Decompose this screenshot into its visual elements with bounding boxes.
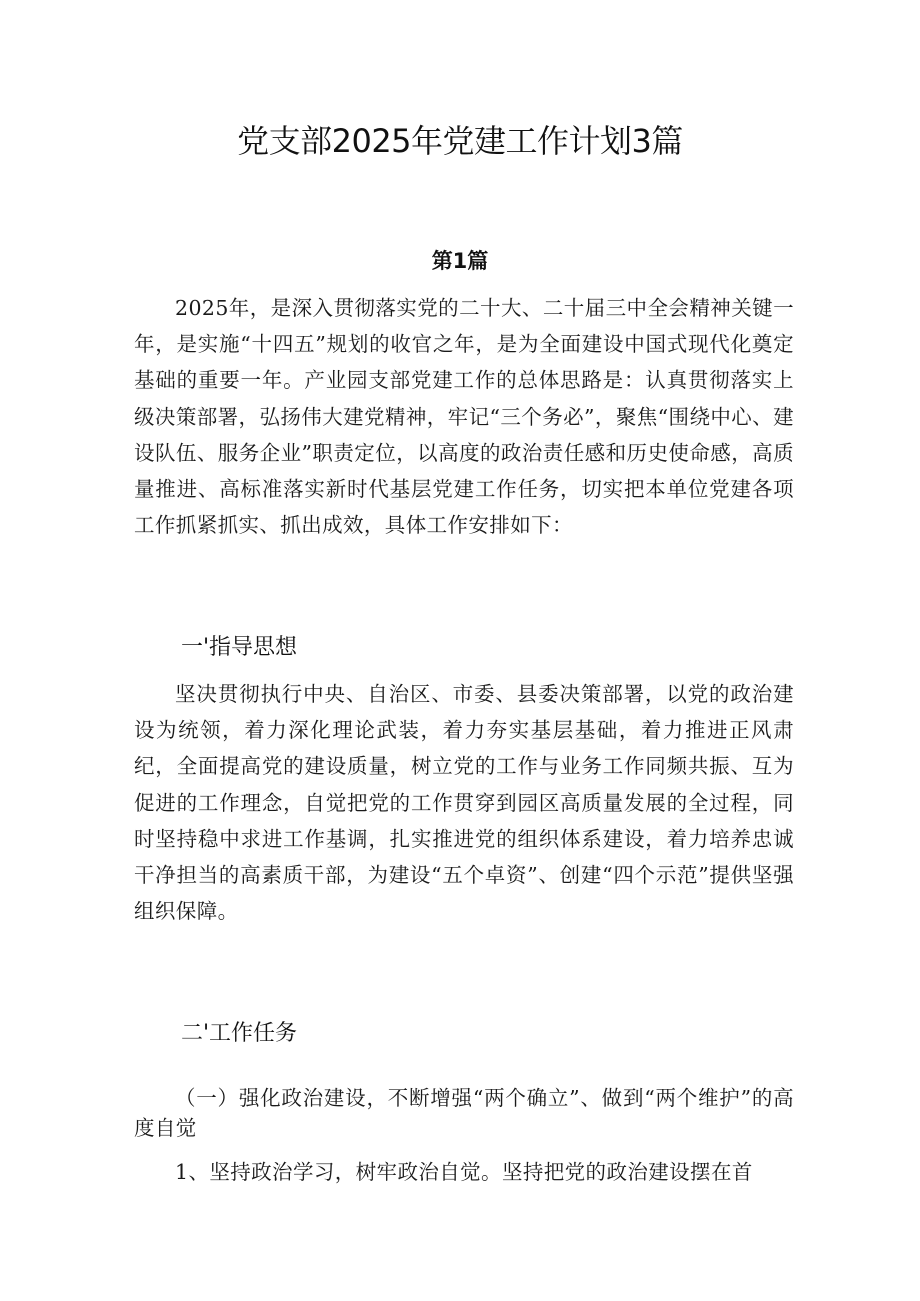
guiding-paragraph: 坚决贯彻执行中央、自治区、市委、县委决策部署，以党的政治建设为统领，着力深化理论武装，着力夯实基层基础，着力推进正风肃纪，全面提高党的建设质量，树立党的工作与业务工作同频共振、互为促进的工作理念，自觉把党的工作贯穿到园区高质量发展的全过程，同时坚持稳中求进工作基调，扎实推进党的组织体系建设，着力培养忠诚干净担当的高素质干部，为建设“五个卓资”、创建“四个示范”提供坚强组织保障。	[134, 682, 794, 924]
heading-work-tasks: 二'工作任务	[181, 1021, 298, 1046]
sub-heading-political-building: （一）强化政治建设，不断增强“两个确立”、做到“两个维护”的高度自觉	[134, 1086, 794, 1140]
list-item-1: 1、坚持政治学习，树牢政治自觉。坚持把党的政治建设摆在首	[175, 1160, 753, 1184]
section-title: 第1篇	[431, 249, 489, 273]
document-title: 党支部2025年党建工作计划3篇	[237, 122, 683, 160]
heading-guiding-thought: 一'指导思想	[181, 635, 298, 660]
intro-paragraph: 2025年，是深入贯彻落实党的二十大、二十届三中全会精神关键一年，是实施“十四五”规划的收官之年，是为全面建设中国式现代化奠定基础的重要一年。产业园支部党建工作的总体思路是：认真贯彻落实上级决策部署，弘扬伟大建党精神，牢记“三个务必”，聚焦“围绕中心、建设队伍、服务企业”职责定位，以高度的政治责任感和历史使命感，高质量推进、高标准落实新时代基层党建工作任务，切实把本单位党建各项工作抓紧抓实、抓出成效，具体工作安排如下：	[134, 296, 794, 538]
